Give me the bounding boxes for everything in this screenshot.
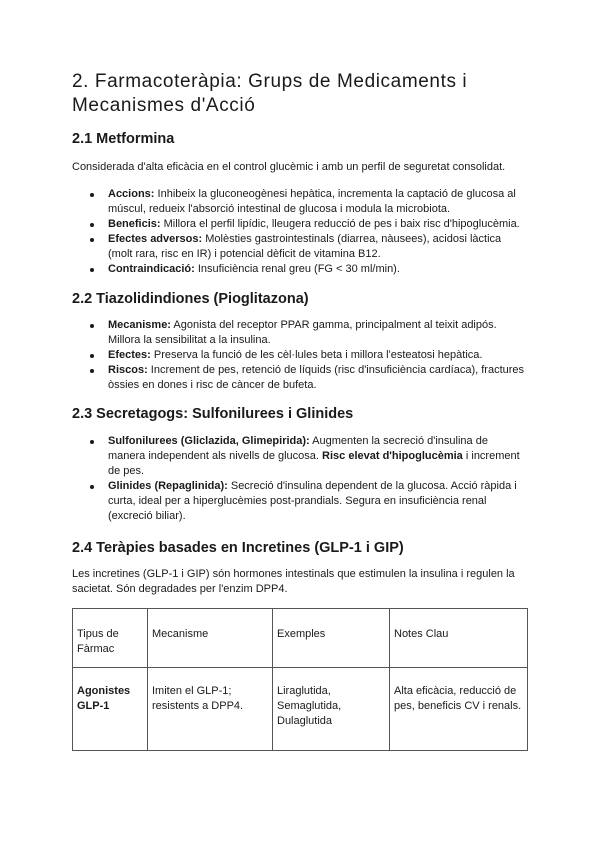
page-title: 2. Farmacoteràpia: Grups de Medicaments i Mecanismes d'Acció	[72, 71, 468, 116]
list-item: Sulfonilurees (Gliclazida, Glimepirida): Augmenten la secreció d'insulina de manera independent als nivells de glucosa. Risc elevat d'hipoglucèmia i increment de pes.	[72, 434, 528, 479]
table-cell: Agonistes GLP-1	[73, 668, 148, 751]
section-heading-metformina: 2.1 Metformina	[72, 131, 175, 147]
secretagogs-list	[72, 434, 528, 524]
list-item: Contraindicació: Insuficiència renal greu (FG < 30 ml/min).	[72, 262, 528, 277]
table-header-cell: Notes Clau	[390, 609, 528, 668]
list-item: Efectes: Preserva la funció de les cèl·lules beta i millora l'esteatosi hepàtica.	[72, 348, 528, 363]
table-row	[73, 668, 528, 751]
section-heading-tiazolidindiones: 2.2 Tiazolidindiones (Pioglitazona)	[72, 291, 309, 307]
list-item: Efectes adversos: Molèsties gastrointestinals (diarrea, nàusees), acidosi làctica (molt rara, risc en IR) i potencial dèficit de vitamina B12.	[72, 232, 528, 262]
tiazolidindiones-list	[72, 318, 528, 393]
section-intro-metformina: Considerada d'alta eficàcia en el control glucèmic i amb un perfil de seguretat consolidat.	[72, 161, 506, 173]
section-intro-incretines: Les incretines (GLP-1 i GIP) són hormones intestinals que estimulen la insulina i regulen la sacietat. Són degradades per l'enzim DPP4.	[72, 568, 515, 595]
list-item: Beneficis: Millora el perfil lipídic, lleugera reducció de pes i baix risc d'hipoglucèmia.	[72, 217, 528, 232]
table-cell: Liraglutida, Semaglutida, Dulaglutida	[273, 668, 390, 751]
table-cell: Imiten el GLP-1; resistents a DPP4.	[148, 668, 273, 751]
metformina-list	[72, 187, 528, 277]
list-item: Glinides (Repaglinida): Secreció d'insulina dependent de la glucosa. Acció ràpida i curta, ideal per a hiperglucèmies post-prandials. Segura en insuficiència renal (excreció biliar).	[72, 479, 528, 524]
section-heading-incretines: 2.4 Teràpies basades en Incretines (GLP-1 i GIP)	[72, 540, 404, 556]
table-cell: Alta eficàcia, reducció de pes, beneficis CV i renals.	[390, 668, 528, 751]
table-header-cell: Tipus de Fàrmac	[73, 609, 148, 668]
list-item: Mecanisme: Agonista del receptor PPAR gamma, principalment al teixit adipós. Millora la sensibilitat a la insulina.	[72, 318, 528, 348]
table-header-cell: Mecanisme	[148, 609, 273, 668]
section-heading-secretagogs: 2.3 Secretagogs: Sulfonilurees i Glinides	[72, 406, 354, 422]
incretines-table	[72, 608, 528, 751]
list-item: Riscos: Increment de pes, retenció de líquids (risc d'insuficiència cardíaca), fractures òssies en dones i risc de càncer de bufeta.	[72, 363, 528, 393]
table-header-cell: Exemples	[273, 609, 390, 668]
list-item: Accions: Inhibeix la gluconeogènesi hepàtica, incrementa la captació de glucosa al múscul, redueix l'absorció intestinal de glucosa i modula la microbiota.	[72, 187, 528, 217]
table-header-row	[73, 609, 528, 668]
